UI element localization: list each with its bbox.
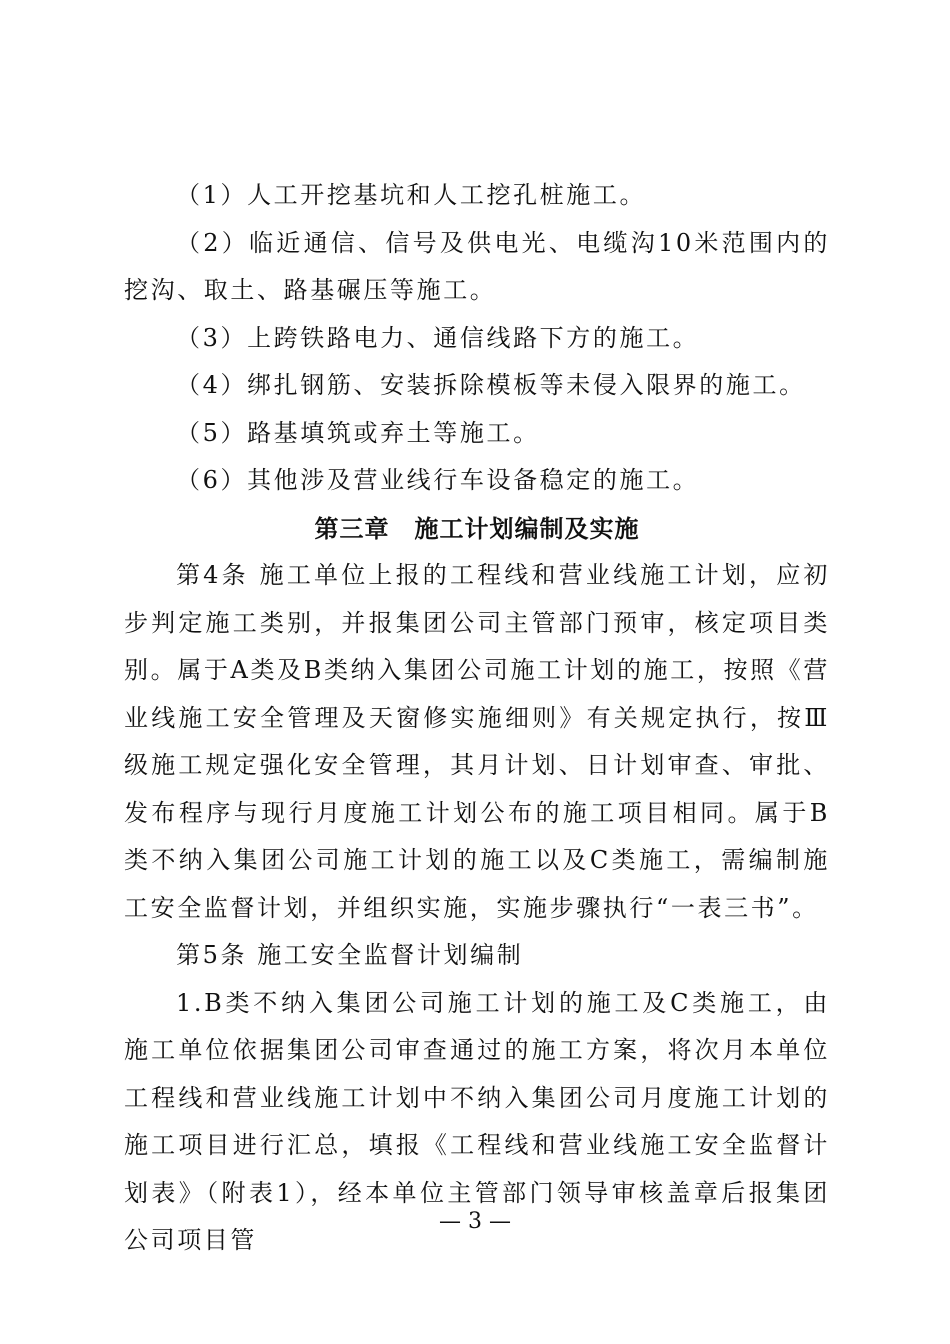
list-item-2: （2）临近通信、信号及供电光、电缆沟10米范围内的挖沟、取土、路基碾压等施工。 — [124, 228, 830, 304]
document-body — [124, 172, 830, 1265]
list-item-3: （3）上跨铁路电力、通信线路下方的施工。 — [176, 323, 700, 352]
page-number: — 3 — — [439, 1209, 511, 1234]
list-item-6: （6）其他涉及营业线行车设备稳定的施工。 — [176, 466, 700, 494]
list-item-5: （5）路基填筑或弃土等施工。 — [176, 418, 540, 447]
chapter-heading: 第三章 施工计划编制及实施 — [314, 513, 640, 543]
article-4-paragraph: 第4条 施工单位上报的工程线和营业线施工计划，应初步判定施工类别，并报集团公司主管部门预审，核定项目类别。属于A类及B类纳入集团公司施工计划的施工，按照《营业线施工安全管理及天窗修实施细则》有关规定执行，按Ⅲ级施工规定强化安全管理，其月计划、日计划审查、审批、发布程序与现行月度施工计划公布的施工项目相同。属于B类不纳入集团公司施工计划的施工以及C类施工，需编制施工安全监督计划，并组织实施，实施步骤执行“一表三书”。 — [124, 561, 830, 922]
article-5-item-1: 1.B类不纳入集团公司施工计划的施工及C类施工，由施工单位依据集团公司审查通过的施工方案，将次月本单位工程线和营业线施工计划中不纳入集团公司月度施工计划的施工项目进行汇总，填报《工程线和营业线施工安全监督计划表》（附表1），经本单位主管部门领导审核盖章后报集团公司项目管 — [124, 988, 830, 1254]
list-item-1: （1）人工开挖基坑和人工挖孔桩施工。 — [176, 181, 647, 209]
article-5-title: 第5条 施工安全监督计划编制 — [176, 941, 524, 969]
list-item-4: （4）绑扎钢筋、安装拆除模板等未侵入限界的施工。 — [176, 371, 806, 399]
